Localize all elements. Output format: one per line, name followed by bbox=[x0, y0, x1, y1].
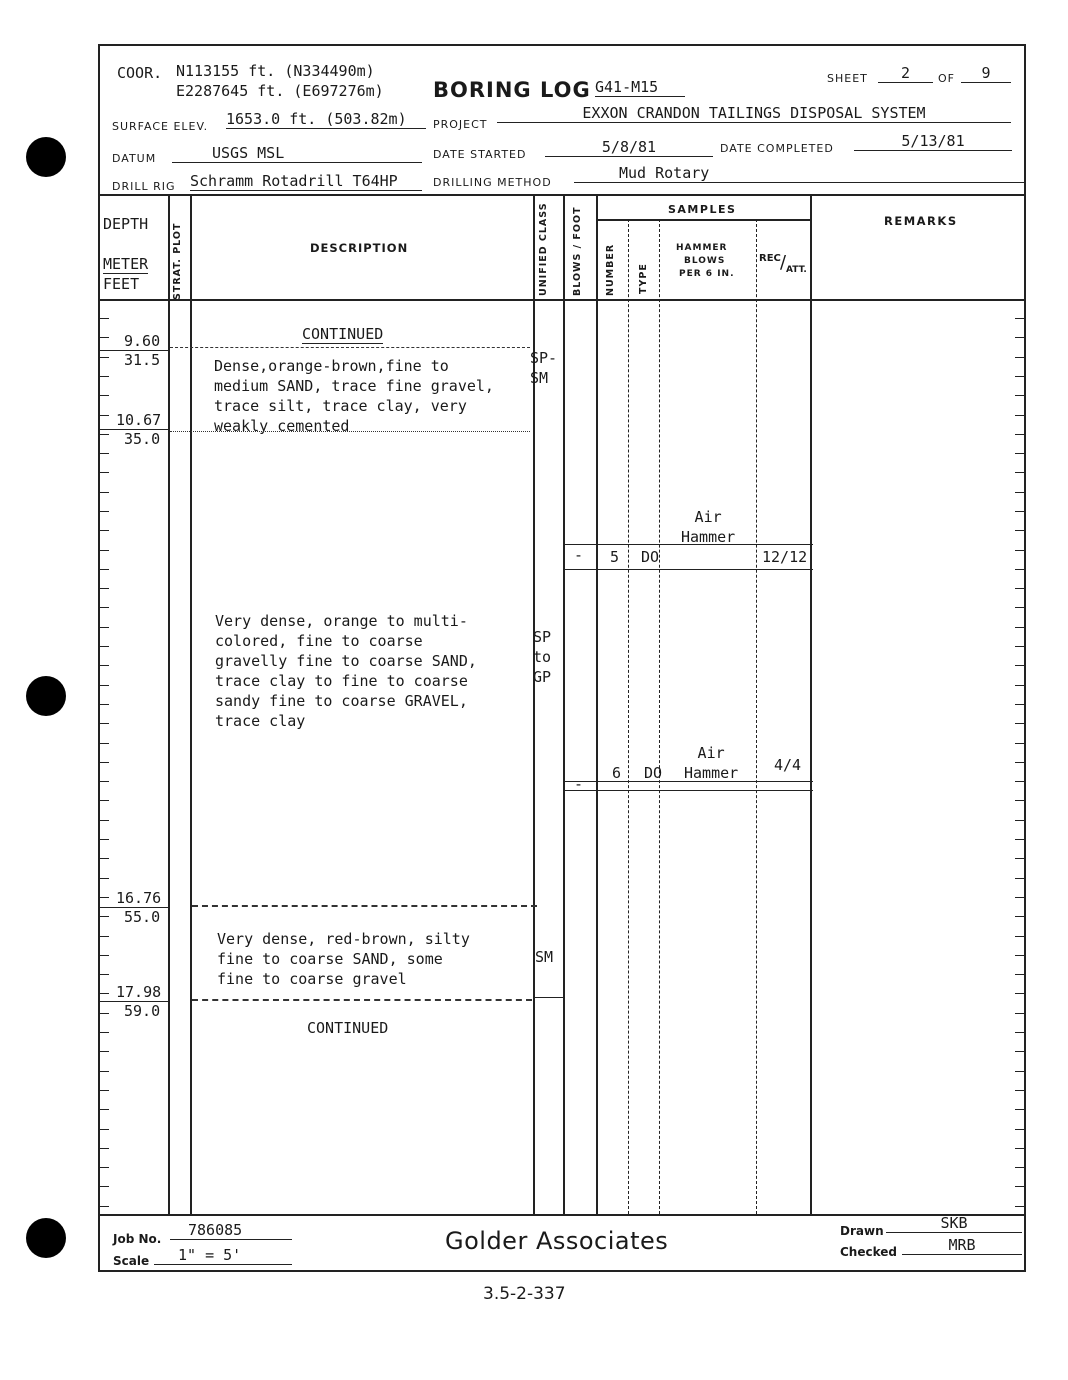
depth-tick bbox=[100, 936, 109, 937]
col-type: TYPE bbox=[638, 263, 649, 294]
sample-5-hammer: Air Hammer bbox=[681, 508, 736, 546]
layer-boundary-4-solid bbox=[533, 997, 563, 998]
col-number: NUMBER bbox=[605, 243, 616, 296]
col-depth: DEPTH bbox=[103, 215, 149, 233]
depth-tick bbox=[1015, 646, 1024, 647]
sheet-total: 9 bbox=[961, 64, 1011, 83]
depth-tick bbox=[1015, 878, 1024, 879]
depth-tick bbox=[1015, 1167, 1024, 1168]
depth-tick bbox=[100, 492, 109, 493]
depth-tick bbox=[1015, 318, 1024, 319]
depth-tick bbox=[1015, 897, 1024, 898]
rule-number-type bbox=[628, 219, 629, 1214]
depth-tick bbox=[100, 781, 109, 782]
date-completed-label: DATE COMPLETED bbox=[720, 142, 834, 155]
rule-type-hammer bbox=[659, 219, 660, 1214]
sample-6-hammer: Air Hammer bbox=[684, 744, 739, 782]
sample-6-number: 6 bbox=[612, 764, 622, 782]
depth-tick bbox=[1015, 781, 1024, 782]
layer-2-class: SP to GP bbox=[533, 628, 552, 686]
sample-6-type: DO bbox=[644, 764, 663, 782]
project-label: PROJECT bbox=[433, 118, 488, 131]
depth-feet-4: 59.0 bbox=[124, 1002, 161, 1020]
depth-tick bbox=[1015, 415, 1024, 416]
page-number: 3.5-2-337 bbox=[483, 1284, 566, 1304]
job-label: Job No. bbox=[113, 1232, 162, 1246]
col-rec: REC bbox=[759, 253, 781, 264]
sample-6-rec-att: 4/4 bbox=[774, 756, 802, 774]
sheet-number: 2 bbox=[878, 64, 933, 83]
col-samples: SAMPLES bbox=[668, 203, 737, 216]
depth-tick bbox=[1015, 1186, 1024, 1187]
depth-tick bbox=[100, 453, 109, 454]
depth-tick bbox=[100, 607, 109, 608]
depth-tick bbox=[100, 1129, 109, 1130]
depth-tick bbox=[100, 1090, 109, 1091]
col-hammer-1: HAMMER bbox=[676, 243, 728, 253]
col-att: ATT. bbox=[786, 265, 807, 275]
layer-boundary-2 bbox=[170, 431, 530, 432]
continued-bottom: CONTINUED bbox=[307, 1019, 389, 1037]
layer-2-description: Very dense, orange to multi- colored, fine to coarse gravelly fine to coarse SAND, trace clay to fine to coarse sandy fine to coarse GRAVEL, trace clay bbox=[215, 612, 477, 730]
sample-6-blows: - bbox=[574, 775, 584, 793]
surface-elev: 1653.0 ft. (503.82m) bbox=[226, 110, 426, 129]
depth-tick bbox=[100, 1032, 109, 1033]
sample-5-number: 5 bbox=[610, 548, 620, 566]
rule-blows-number bbox=[596, 194, 598, 1214]
depth-tick bbox=[100, 530, 109, 531]
depth-tick bbox=[1015, 955, 1024, 956]
depth-tick bbox=[100, 318, 109, 319]
depth-tick bbox=[100, 897, 109, 898]
depth-tick bbox=[100, 588, 109, 589]
surface-elev-label: SURFACE ELEV. bbox=[112, 120, 209, 133]
col-hammer-3: PER 6 IN. bbox=[679, 269, 735, 279]
depth-tick bbox=[1015, 492, 1024, 493]
depth-tick bbox=[100, 762, 109, 763]
depth-tick bbox=[1015, 1206, 1024, 1207]
depth-tick bbox=[1015, 472, 1024, 473]
project-name: EXXON CRANDON TAILINGS DISPOSAL SYSTEM bbox=[497, 104, 1011, 123]
depth-tick bbox=[100, 472, 109, 473]
punch-hole-top bbox=[26, 137, 66, 177]
depth-feet-1: 31.5 bbox=[124, 351, 161, 369]
sample-5-interval-top bbox=[563, 544, 813, 545]
depth-tick bbox=[100, 1109, 109, 1110]
depth-tick bbox=[1015, 569, 1024, 570]
depth-tick bbox=[1015, 800, 1024, 801]
sample-5-interval-bottom bbox=[563, 569, 813, 570]
drilling-method: Mud Rotary bbox=[574, 164, 1026, 183]
drawn-by: SKB bbox=[886, 1214, 1022, 1233]
depth-tick bbox=[100, 376, 109, 377]
col-blows-foot: BLOWS / FOOT bbox=[572, 206, 583, 296]
depth-feet-3: 55.0 bbox=[124, 908, 161, 926]
depth-tick bbox=[100, 511, 109, 512]
job-number: 786085 bbox=[170, 1221, 292, 1240]
checked-label: Checked bbox=[840, 1245, 897, 1259]
depth-tick bbox=[1015, 607, 1024, 608]
depth-tick bbox=[100, 357, 109, 358]
depth-tick bbox=[1015, 762, 1024, 763]
col-description: DESCRIPTION bbox=[310, 241, 409, 255]
depth-tick bbox=[1015, 1071, 1024, 1072]
depth-tick bbox=[100, 800, 109, 801]
layer-1-description: Dense,orange-brown,fine to medium SAND, trace fine gravel, trace silt, trace clay, very weakly cemented bbox=[214, 357, 494, 435]
date-started-label: DATE STARTED bbox=[433, 148, 527, 161]
sample-6-interval-bottom bbox=[563, 790, 813, 791]
depth-tick bbox=[100, 955, 109, 956]
depth-tick bbox=[1015, 627, 1024, 628]
col-unified-class: UNIFIED CLASS bbox=[538, 202, 549, 296]
depth-meter-3: 16.76 bbox=[116, 889, 162, 907]
depth-tick bbox=[1015, 511, 1024, 512]
coor-label: COOR. bbox=[117, 64, 163, 82]
depth-tick bbox=[1015, 1129, 1024, 1130]
depth-tick bbox=[100, 878, 109, 879]
depth-tick bbox=[100, 1051, 109, 1052]
depth-tick bbox=[100, 569, 109, 570]
depth-tick bbox=[1015, 1051, 1024, 1052]
rule-hammer-rec bbox=[756, 219, 757, 1214]
depth-tick bbox=[1015, 704, 1024, 705]
depth-meter-4: 17.98 bbox=[116, 983, 162, 1001]
continued-top: CONTINUED bbox=[302, 325, 384, 343]
punch-hole-middle bbox=[26, 676, 66, 716]
col-meter: METER bbox=[103, 255, 149, 273]
depth-tick bbox=[1015, 820, 1024, 821]
depth-tick bbox=[1015, 434, 1024, 435]
depth-tick bbox=[100, 1148, 109, 1149]
depth-tick bbox=[100, 839, 109, 840]
depth-tick bbox=[100, 627, 109, 628]
depth-tick bbox=[1015, 974, 1024, 975]
sample-5-type: DO bbox=[641, 548, 660, 566]
depth-tick bbox=[1015, 839, 1024, 840]
depth-tick bbox=[100, 646, 109, 647]
datum-label: DATUM bbox=[112, 152, 157, 165]
depth-tick bbox=[100, 820, 109, 821]
depth-tick bbox=[100, 434, 109, 435]
depth-tick bbox=[100, 974, 109, 975]
scale-label: Scale bbox=[113, 1254, 150, 1268]
depth-tick bbox=[1015, 1090, 1024, 1091]
drill-rig: Schramm Rotadrill T64HP bbox=[190, 172, 422, 191]
header-divider bbox=[98, 194, 1026, 196]
depth-tick bbox=[1015, 665, 1024, 666]
depth-tick bbox=[100, 1206, 109, 1207]
depth-tick bbox=[100, 415, 109, 416]
form-title: BORING LOG bbox=[433, 78, 591, 102]
depth-tick bbox=[1015, 723, 1024, 724]
depth-tick bbox=[1015, 685, 1024, 686]
depth-tick bbox=[100, 704, 109, 705]
sample-6-interval-top bbox=[563, 781, 813, 782]
depth-tick bbox=[100, 337, 109, 338]
depth-tick bbox=[100, 1167, 109, 1168]
date-started: 5/8/81 bbox=[545, 138, 713, 157]
sample-5-rec-att: 12/12 bbox=[762, 548, 808, 566]
depth-tick bbox=[100, 916, 109, 917]
depth-tick bbox=[1015, 376, 1024, 377]
col-remarks: REMARKS bbox=[884, 214, 958, 228]
col-hammer-2: BLOWS bbox=[684, 256, 726, 266]
rule-class-blows bbox=[563, 194, 565, 1214]
datum: USGS MSL bbox=[172, 144, 422, 163]
drilling-method-label: DRILLING METHOD bbox=[433, 176, 552, 189]
col-strat-plot: STRAT. PLOT bbox=[172, 222, 183, 300]
depth-tick bbox=[100, 1071, 109, 1072]
depth-tick bbox=[1015, 1109, 1024, 1110]
depth-tick bbox=[1015, 1013, 1024, 1014]
depth-tick bbox=[100, 743, 109, 744]
depth-tick bbox=[100, 993, 109, 994]
col-feet: FEET bbox=[103, 275, 140, 293]
rule-rec-remarks bbox=[810, 194, 812, 1214]
depth-tick bbox=[1015, 993, 1024, 994]
of-label: OF bbox=[938, 72, 955, 85]
depth-tick bbox=[1015, 357, 1024, 358]
drill-rig-label: DRILL RIG bbox=[112, 180, 176, 193]
depth-meter-2: 10.67 bbox=[116, 411, 162, 429]
layer-3-description: Very dense, red-brown, silty fine to coarse SAND, some fine to coarse gravel bbox=[217, 930, 470, 988]
depth-meter-1: 9.60 bbox=[124, 332, 161, 350]
coor-east: E2287645 ft. (E697276m) bbox=[176, 82, 384, 100]
depth-tick bbox=[100, 1013, 109, 1014]
boring-id: G41-M15 bbox=[595, 78, 685, 97]
layer-boundary-4 bbox=[192, 999, 532, 1001]
coor-north: N113155 ft. (N334490m) bbox=[176, 62, 375, 80]
depth-tick bbox=[100, 1186, 109, 1187]
depth-tick bbox=[1015, 588, 1024, 589]
layer-1-class: SP- SM bbox=[530, 349, 558, 387]
depth-tick bbox=[1015, 858, 1024, 859]
depth-tick bbox=[100, 550, 109, 551]
rule-desc-class bbox=[533, 194, 535, 1214]
depth-feet-2: 35.0 bbox=[124, 430, 161, 448]
depth-tick bbox=[100, 665, 109, 666]
checked-by: MRB bbox=[902, 1236, 1022, 1255]
depth-tick bbox=[100, 685, 109, 686]
depth-tick bbox=[1015, 1148, 1024, 1149]
layer-3-class: SM bbox=[535, 948, 554, 966]
header bbox=[100, 46, 1024, 194]
depth-tick bbox=[1015, 550, 1024, 551]
depth-tick bbox=[1015, 936, 1024, 937]
depth-tick bbox=[1015, 395, 1024, 396]
depth-tick bbox=[1015, 743, 1024, 744]
layer-boundary-3 bbox=[192, 905, 537, 907]
col-rec-slash: / bbox=[780, 252, 787, 273]
depth-tick bbox=[1015, 530, 1024, 531]
punch-hole-bottom bbox=[26, 1218, 66, 1258]
date-completed: 5/13/81 bbox=[854, 132, 1012, 151]
depth-tick bbox=[100, 723, 109, 724]
sample-5-blows: - bbox=[574, 546, 584, 564]
depth-tick bbox=[1015, 337, 1024, 338]
layer-boundary-1 bbox=[170, 347, 530, 348]
company-name: Golder Associates bbox=[445, 1227, 669, 1255]
scale-value: 1" = 5' bbox=[154, 1246, 292, 1265]
drawn-label: Drawn bbox=[840, 1224, 884, 1238]
depth-tick bbox=[100, 395, 109, 396]
depth-tick bbox=[1015, 916, 1024, 917]
depth-tick bbox=[1015, 1032, 1024, 1033]
sheet-label: SHEET bbox=[827, 72, 868, 85]
column-header-divider bbox=[98, 299, 1026, 301]
depth-tick bbox=[100, 858, 109, 859]
depth-tick bbox=[1015, 453, 1024, 454]
